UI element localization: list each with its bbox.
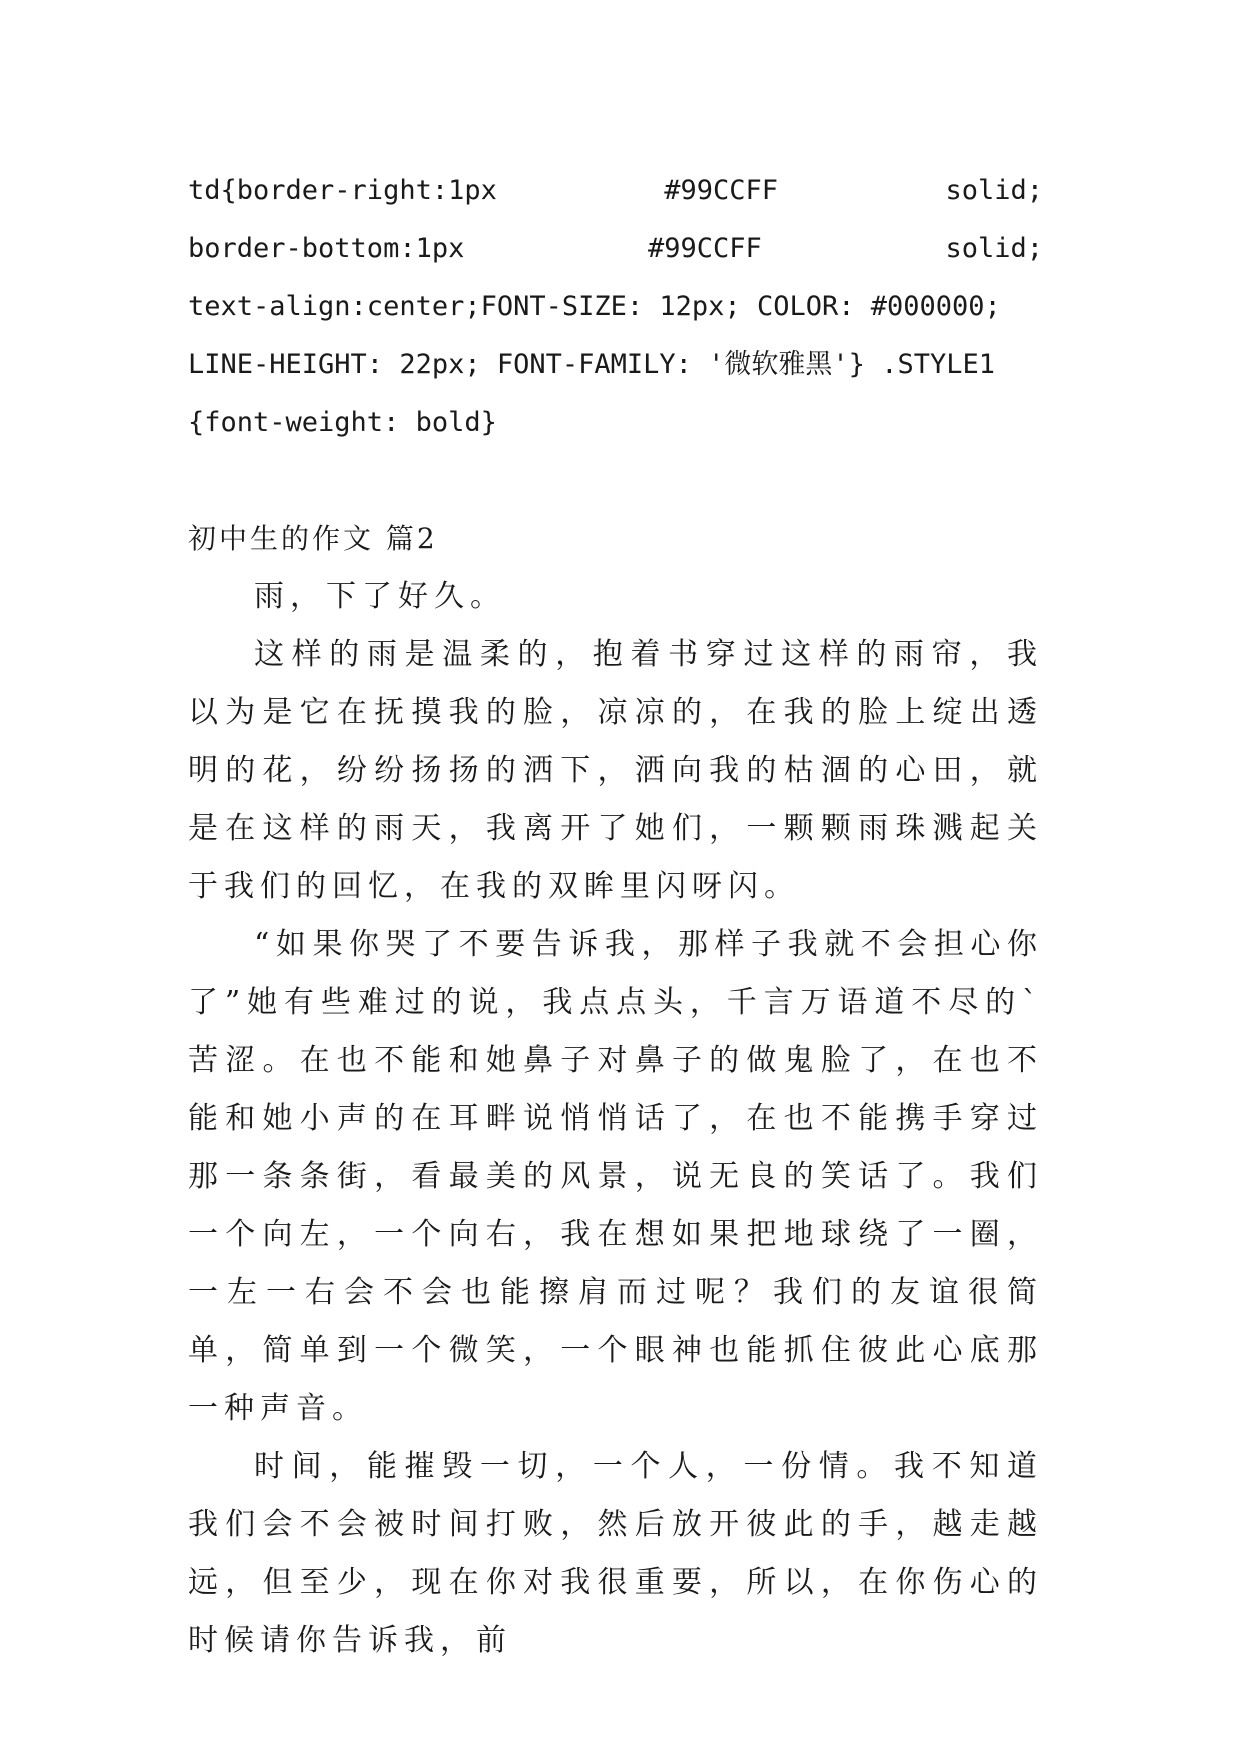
css-code-line: text-align:center;FONT-SIZE: 12px; COLOR: #000000; — [188, 291, 1001, 322]
css-code-token: #99CCFF — [664, 175, 779, 206]
css-code-token: solid; — [945, 233, 1043, 264]
css-code-token: td{border-right:1px — [188, 175, 497, 206]
section-spacer — [188, 452, 1043, 510]
css-code-token: #99CCFF — [648, 233, 762, 264]
css-code-line — [188, 220, 1043, 278]
css-code-line: LINE-HEIGHT: 22px; FONT-FAMILY: '微软雅黑'} .STYLE1 — [188, 349, 995, 380]
css-code-token: solid; — [945, 175, 1043, 206]
css-code-line: {font-weight: bold} — [188, 407, 497, 438]
css-code-block — [188, 162, 1043, 452]
document-body — [188, 162, 1043, 1670]
css-code-token: border-bottom:1px — [188, 233, 465, 264]
essay-paragraph: 时间，能摧毁一切，一个人，一份情。我不知道我们会不会被时间打败，然后放开彼此的手，越走越远，但至少，现在你对我很重要，所以，在你伤心的时候请你告诉我，前 — [188, 1449, 1043, 1658]
essay-paragraph: 雨，下了好久。 — [254, 579, 506, 614]
css-code-line — [188, 162, 1043, 220]
essay-paragraph: “如果你哭了不要告诉我，那样子我就不会担心你了”她有些难过的说，我点点头，千言万语道不尽的`苦涩。在也不能和她鼻子对鼻子的做鬼脸了，在也不能和她小声的在耳畔说悄悄话了，在也不能携手穿过那一条条街，看最美的风景，说无良的笑话了。我们一个向左，一个向右，我在想如果把地球绕了一圈，一左一右会不会也能擦肩而过呢？我们的友谊很简单，简单到一个微笑，一个眼神也能抓住彼此心底那一种声音。 — [188, 927, 1043, 1426]
essay-title: 初中生的作文 篇2 — [188, 522, 438, 555]
essay-paragraph: 这样的雨是温柔的，抱着书穿过这样的雨帘，我以为是它在抚摸我的脸，凉凉的，在我的脸上绽出透明的花，纷纷扬扬的洒下，洒向我的枯涸的心田，就是在这样的雨天，我离开了她们，一颗颗雨珠溅起关于我们的回忆，在我的双眸里闪呀闪。 — [188, 637, 1043, 904]
